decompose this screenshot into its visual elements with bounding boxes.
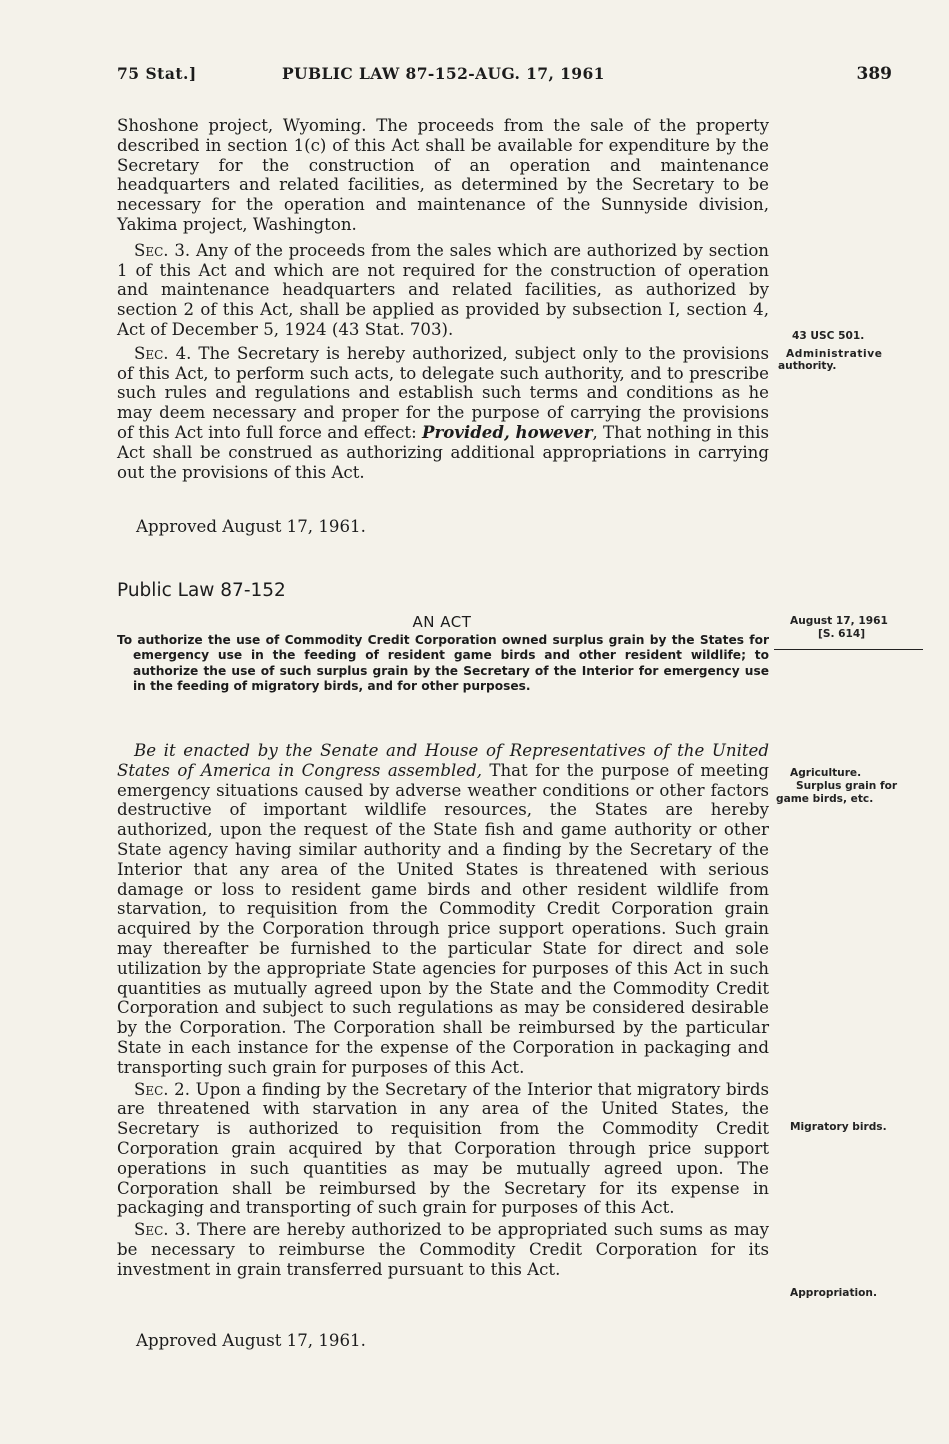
section-text-end: , That nothing in this Act shall be construed as authorizing additional appropriations in carrying out the provisions of this Act. bbox=[117, 422, 769, 482]
section-text: The Secretary is hereby authorized, subject only to the provisions of this Act, to perform such acts, to delegate such authority, and to prescribe such rules and regulations and establish such terms and conditions as he may deem necessary and proper for the purpose of carrying the provisions of this Act into full force and effect: bbox=[117, 343, 769, 442]
bill-number: [S. 614] bbox=[818, 628, 866, 640]
act-purpose bbox=[117, 633, 769, 695]
running-header bbox=[117, 64, 892, 88]
section-label: Sec. 4. bbox=[134, 343, 192, 363]
section-text: There are hereby authorized to be appropriated such sums as may be necessary to reimburse the Commodity Credit Corporation for its investment in grain transferred pursuant to this Act. bbox=[117, 1220, 769, 1279]
section-label: Sec. 3. bbox=[134, 240, 191, 260]
margin-note-admin-1: Administrative bbox=[786, 348, 883, 360]
an-act-heading: AN ACT bbox=[412, 613, 472, 631]
law-approved: Approved August 17, 1961. bbox=[136, 1331, 366, 1350]
margin-note-usc: 43 USC 501. bbox=[792, 330, 865, 342]
section-text: Any of the proceeds from the sales which are authorized by section 1 of this Act and which are not required for the construction of operation and maintenance headquarters and related facilities, as authorized by section 2 of this Act, shall be applied as provided by subsection I, section 4, Act of December 5, 1924 (43 Stat. 703). bbox=[117, 240, 769, 339]
page-number: 389 bbox=[856, 64, 892, 84]
section-text: Upon a finding by the Secretary of the Interior that migratory birds are threatened with starvation in any area of the United States, the Secretary is authorized to requisition from the Commodity Credit Corporation grain acquired by that Corporation through price support operations in such quantities as may be mutually agreed upon. The Corporation shall be reimbursed by the Secretary for its expense in packaging and transporting of such grain for purposes of this Act. bbox=[117, 1079, 769, 1218]
law-section-3 bbox=[117, 1220, 769, 1279]
margin-note-agriculture: Agriculture. bbox=[790, 767, 862, 779]
prior-act-section-3 bbox=[117, 241, 769, 340]
section-label: Sec. 3. bbox=[134, 1220, 191, 1240]
law-date: August 17, 1961 bbox=[790, 615, 888, 627]
law-section-2 bbox=[117, 1080, 769, 1219]
enacting-clause bbox=[117, 741, 769, 1078]
volume-citation: 75 Stat.] bbox=[117, 64, 197, 83]
margin-note-admin-2: authority. bbox=[778, 360, 837, 372]
proviso-text: Provided, however bbox=[421, 421, 593, 442]
margin-note-migratory: Migratory birds. bbox=[790, 1121, 887, 1133]
section-label: Sec. 2. bbox=[134, 1079, 190, 1099]
prior-act-text bbox=[117, 116, 769, 482]
margin-note-appropriation: Appropriation. bbox=[790, 1287, 877, 1299]
section-1-text: That for the purpose of meeting emergency situations caused by adverse weather conditions or other factors destructive of important wildlife resources, the States are hereby authorized, upon the request of the State fish and game authority or other State agency having similar authority and a finding by the Secretary of the Interior that any area of the United States is threatened with serious damage or loss to resident game birds and other resident wildlife from starvation, to requisition from the Commodity Credit Corporation grain acquired by the Corporation through price support operations. Such grain may thereafter be furnished to the particular State for direct and sole utilization by the appropriate State agencies for purposes of this Act in such quantities as mutually agreed upon by the State and the Commodity Credit Corporation and subject to such regulations as may be considered desirable by the Corporation. The Corporation shall be reimbursed by the particular State in each instance for the expense of the Corporation in packaging and transporting such grain for purposes of this Act. bbox=[117, 760, 769, 1077]
margin-note-game-birds: game birds, etc. bbox=[776, 793, 874, 805]
purpose-text: To authorize the use of Commodity Credit Corporation owned surplus grain by the States for emergency use in the feeding of resident game birds and other resident wildlife; to authorize the use of such surplus grain by the Secretary of the Interior for emergency use in the feeding of migratory birds, and for other purposes. bbox=[117, 633, 769, 694]
prior-act-paragraph: Shoshone project, Wyoming. The proceeds from the sale of the property described in section 1(c) of this Act shall be available for expenditure by the Secretary for the construction of an operation and maintenance headquarters and related facilities, as determined by the Secretary to be necessary for the operation and maintenance of the Sunnyside division, Yakima project, Washington. bbox=[117, 116, 769, 234]
prior-act-section-4 bbox=[117, 344, 769, 483]
margin-note-surplus-grain: Surplus grain for bbox=[796, 780, 898, 792]
law-body bbox=[117, 741, 769, 1280]
enacting-italic: Be it enacted by the Senate and House of Representatives of the United States of America in Congress assembled, bbox=[117, 741, 769, 780]
margin-rule bbox=[774, 649, 923, 650]
law-title: Public Law 87-152 bbox=[117, 580, 286, 601]
header-title: PUBLIC LAW 87-152-AUG. 17, 1961 bbox=[282, 64, 605, 83]
prior-act-approved: Approved August 17, 1961. bbox=[136, 517, 366, 536]
